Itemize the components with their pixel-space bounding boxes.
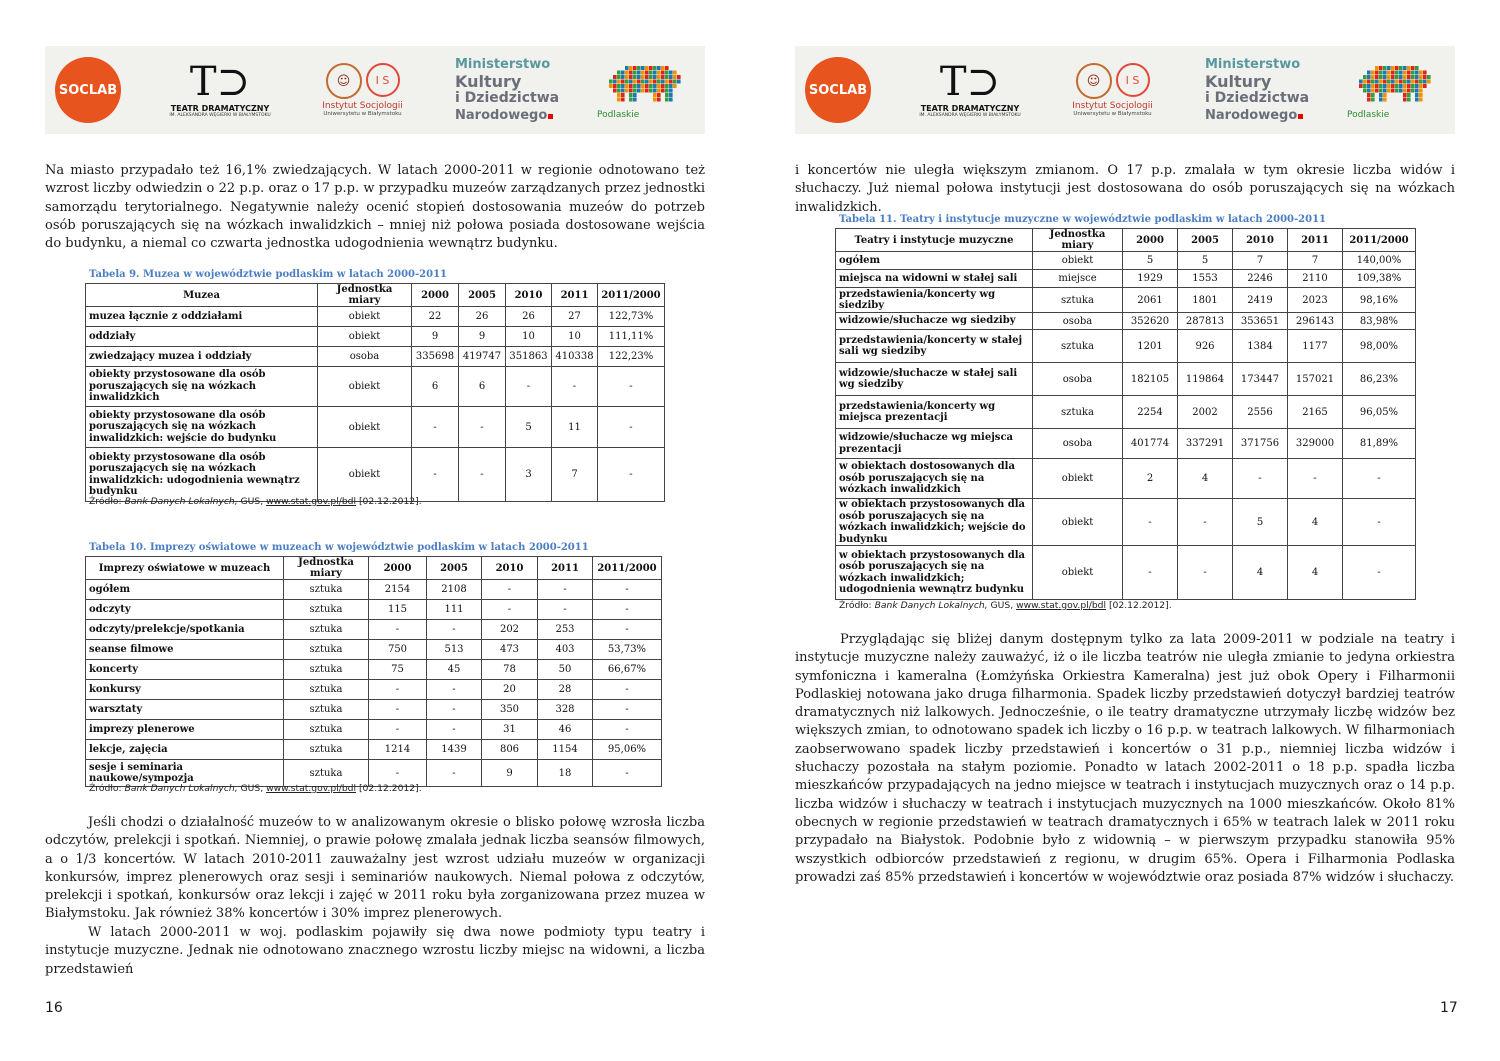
table-cell: 75 xyxy=(369,660,427,680)
teatr-dramatyczny-logo: T⊃ TEATR DRAMATYCZNY IM. ALEKSANDRA WĘGIERKI W BIAŁYMSTOKU xyxy=(919,59,1021,118)
table-row xyxy=(86,740,662,760)
table-cell: 3 xyxy=(506,448,552,502)
table-cell: 2108 xyxy=(427,580,482,600)
table-cell: sztuka xyxy=(1033,288,1123,313)
table-cell: - xyxy=(1288,459,1343,499)
table-cell: 2023 xyxy=(1288,288,1343,313)
table-row xyxy=(86,307,665,327)
table-cell: osoba xyxy=(1033,363,1123,396)
row-label: miejsca na widowni w stałej sali xyxy=(836,270,1033,288)
table-cell: 9 xyxy=(459,327,506,347)
table-cell: - xyxy=(459,407,506,448)
table-cell: 66,67% xyxy=(593,660,662,680)
table-cell: 2 xyxy=(1123,459,1178,499)
table-cell: 4 xyxy=(1178,459,1233,499)
table-cell: 410338 xyxy=(552,347,598,367)
table-cell: - xyxy=(598,407,665,448)
table-cell: 750 xyxy=(369,640,427,660)
teatr-mark-icon: T⊃ xyxy=(939,59,1001,105)
table-cell: 202 xyxy=(482,620,538,640)
table-cell: 9 xyxy=(412,327,459,347)
table-cell: 335698 xyxy=(412,347,459,367)
table-cell: 2254 xyxy=(1123,396,1178,429)
table-cell: - xyxy=(369,760,427,787)
table-cell: - xyxy=(538,600,593,620)
table-row xyxy=(86,407,665,448)
table-cell: - xyxy=(598,367,665,407)
table-cell: 1177 xyxy=(1288,330,1343,363)
table-cell: 296143 xyxy=(1288,313,1343,330)
table-cell: 119864 xyxy=(1178,363,1233,396)
table-cell: 81,89% xyxy=(1343,429,1416,459)
table-cell: - xyxy=(412,448,459,502)
table-cell: 1439 xyxy=(427,740,482,760)
table-cell: obiekt xyxy=(1033,546,1123,600)
row-label: przedstawienia/koncerty w stałej sali wg siedziby xyxy=(836,330,1033,363)
row-label: muzea łącznie z oddziałami xyxy=(86,307,318,327)
table-row xyxy=(86,347,665,367)
table-cell: 329000 xyxy=(1288,429,1343,459)
column-header: Imprezy oświatowe w muzeach xyxy=(86,557,284,580)
table-cell: 28 xyxy=(538,680,593,700)
table-cell: obiekt xyxy=(318,407,412,448)
column-header: 2011 xyxy=(1288,229,1343,252)
table-cell: sztuka xyxy=(284,600,369,620)
right-page xyxy=(750,0,1500,1061)
table-cell: 26 xyxy=(459,307,506,327)
table-cell: osoba xyxy=(1033,313,1123,330)
table-cell: 98,00% xyxy=(1343,330,1416,363)
table-cell: 53,73% xyxy=(593,640,662,660)
table-row xyxy=(86,640,662,660)
table-cell: 351863 xyxy=(506,347,552,367)
row-label: obiekty przystosowane dla osób poruszających się na wózkach inwalidzkich xyxy=(86,367,318,407)
table-cell: 352620 xyxy=(1123,313,1178,330)
people-icon: ☺ xyxy=(1076,63,1112,99)
column-header: Jednostka miary xyxy=(318,284,412,307)
column-header: 2010 xyxy=(482,557,538,580)
table-cell: sztuka xyxy=(1033,330,1123,363)
table10-source: Źródło: Bank Danych Lokalnych, GUS, www.stat.gov.pl/bdl [02.12.2012]. xyxy=(89,783,422,794)
table-cell: 7 xyxy=(1288,252,1343,270)
row-label: w obiektach przystosowanych dla osób poruszających się na wózkach inwalidzkich; udogodnienia wewnątrz budynku xyxy=(836,546,1033,600)
table-cell: 926 xyxy=(1178,330,1233,363)
logo-bar xyxy=(45,46,705,134)
table-row xyxy=(86,620,662,640)
paragraph-intro: Na miasto przypadało też 16,1% zwiedzających. W latach 2000-2011 w regionie odnotowano też wzrost liczby odwiedzin o 22 p.p. oraz o 17 p.p. w przypadku muzeów zarządzanych przez jednostki samorządu terytorialnego. Negatywnie należy ocenić stopień dostosowania muzeów do potrzeb osób poruszających się na wózkach inwalidzkich – mniej niż połowa posiada dostosowane wejścia do budynku, a niemal co czwarta jednostka udogodnienia wewnątrz budynku. xyxy=(45,163,705,252)
table-row xyxy=(836,499,1416,546)
table-cell: - xyxy=(369,620,427,640)
table-cell: - xyxy=(593,580,662,600)
ministerstwo-logo: Ministerstwo Kultury i Dziedzictwa Narodowego xyxy=(1205,57,1310,123)
table-cell: osoba xyxy=(318,347,412,367)
table-row xyxy=(836,363,1416,396)
table-cell: 22 xyxy=(412,307,459,327)
instytut-socjologii-logo: ☺ I S Instytut Socjologii Uniwersytetu w Białymstoku xyxy=(1065,46,1160,134)
table-cell: - xyxy=(1233,459,1288,499)
table-cell: 403 xyxy=(538,640,593,660)
table9-caption: Tabela 9. Muzea w województwie podlaskim w latach 2000-2011 xyxy=(89,269,447,280)
table-cell: obiekt xyxy=(318,367,412,407)
table-cell: 287813 xyxy=(1178,313,1233,330)
table-cell: 7 xyxy=(1233,252,1288,270)
table-cell: 2165 xyxy=(1288,396,1343,429)
table-cell: - xyxy=(1343,459,1416,499)
table-cell: - xyxy=(1343,499,1416,546)
row-label: obiekty przystosowane dla osób poruszających się na wózkach inwalidzkich: udogodnienia wewnątrz budynku xyxy=(86,448,318,502)
row-label: seanse filmowe xyxy=(86,640,284,660)
row-label: ogółem xyxy=(836,252,1033,270)
table-cell: 122,73% xyxy=(598,307,665,327)
table-cell: sztuka xyxy=(284,580,369,600)
table-row xyxy=(836,270,1416,288)
table-cell: 46 xyxy=(538,720,593,740)
table-row xyxy=(836,429,1416,459)
table-cell: 2419 xyxy=(1233,288,1288,313)
row-label: koncerty xyxy=(86,660,284,680)
table-cell: - xyxy=(482,600,538,620)
table-cell: 1929 xyxy=(1123,270,1178,288)
table-imprezy xyxy=(85,556,662,787)
page-number: 17 xyxy=(1440,1000,1458,1016)
table-cell: - xyxy=(369,680,427,700)
ministerstwo-logo: Ministerstwo Kultury i Dziedzictwa Narodowego xyxy=(455,57,560,123)
table-cell: 26 xyxy=(506,307,552,327)
table-cell: 4 xyxy=(1288,546,1343,600)
page-number: 16 xyxy=(45,1000,63,1016)
table-row xyxy=(836,330,1416,363)
row-label: widzowie/słuchacze w stałej sali wg siedziby xyxy=(836,363,1033,396)
bison-icon xyxy=(1355,60,1435,110)
table-cell: 419747 xyxy=(459,347,506,367)
table-cell: 5 xyxy=(1123,252,1178,270)
table-cell: sztuka xyxy=(284,640,369,660)
row-label: lekcje, zajęcia xyxy=(86,740,284,760)
table-cell: - xyxy=(593,700,662,720)
row-label: w obiektach przystosowanych dla osób poruszających się na wózkach inwalidzkich; wejście do budynku xyxy=(836,499,1033,546)
table-cell: 2154 xyxy=(369,580,427,600)
row-label: zwiedzający muzea i oddziały xyxy=(86,347,318,367)
table-cell: sztuka xyxy=(284,740,369,760)
table-row xyxy=(86,660,662,680)
table-cell: 83,98% xyxy=(1343,313,1416,330)
table-cell: - xyxy=(412,407,459,448)
table-cell: 140,00% xyxy=(1343,252,1416,270)
column-header: 2011/2000 xyxy=(593,557,662,580)
table-cell: 96,05% xyxy=(1343,396,1416,429)
table-cell: 10 xyxy=(506,327,552,347)
table-cell: - xyxy=(552,367,598,407)
table-cell: 1154 xyxy=(538,740,593,760)
soclab-logo: SOCLAB xyxy=(803,46,873,134)
row-label: odczyty xyxy=(86,600,284,620)
table10-caption: Tabela 10. Imprezy oświatowe w muzeach w województwie podlaskim w latach 2000-2011 xyxy=(89,542,589,553)
paragraph-continued: i koncertów nie uległa większym zmianom. O 17 p.p. zmalała w tym okresie liczba widów i słuchaczy. Już niemal połowa instytucji jest dostosowana do osób poruszających się na wózkach inwalidzkich. xyxy=(795,163,1455,215)
table-row xyxy=(836,546,1416,600)
table-teatry xyxy=(835,228,1416,600)
instytut-socjologii-logo: ☺ I S Instytut Socjologii Uniwersytetu w Białymstoku xyxy=(315,46,410,134)
logo-bar xyxy=(795,46,1455,134)
teatr-dramatyczny-logo: T⊃ TEATR DRAMATYCZNY IM. ALEKSANDRA WĘGIERKI W BIAŁYMSTOKU xyxy=(169,59,271,118)
column-header: 2011 xyxy=(538,557,593,580)
table-cell: - xyxy=(593,600,662,620)
row-label: odczyty/prelekcje/spotkania xyxy=(86,620,284,640)
table-cell: - xyxy=(593,720,662,740)
table-cell: 6 xyxy=(459,367,506,407)
row-label: przedstawienia/koncerty wg miejsca prezentacji xyxy=(836,396,1033,429)
people-icon: ☺ xyxy=(326,63,362,99)
table-cell: 473 xyxy=(482,640,538,660)
table-cell: 350 xyxy=(482,700,538,720)
table-cell: 86,23% xyxy=(1343,363,1416,396)
row-label: warsztaty xyxy=(86,700,284,720)
table-cell: obiekt xyxy=(1033,499,1123,546)
table-row xyxy=(836,459,1416,499)
table-row xyxy=(836,288,1416,313)
table-cell: 18 xyxy=(538,760,593,787)
table-row xyxy=(86,327,665,347)
table-cell: 353651 xyxy=(1233,313,1288,330)
table-cell: 50 xyxy=(538,660,593,680)
row-label: w obiektach dostosowanych dla osób poruszających się na wózkach inwalidzkich xyxy=(836,459,1033,499)
table-cell: 513 xyxy=(427,640,482,660)
column-header: 2000 xyxy=(1123,229,1178,252)
row-label: imprezy plenerowe xyxy=(86,720,284,740)
column-header: 2011/2000 xyxy=(598,284,665,307)
table-cell: 2061 xyxy=(1123,288,1178,313)
table-cell: sztuka xyxy=(284,720,369,740)
table-cell: - xyxy=(482,580,538,600)
table-cell: - xyxy=(427,700,482,720)
table-cell: - xyxy=(1178,546,1233,600)
table-cell: obiekt xyxy=(1033,459,1123,499)
row-label: oddziały xyxy=(86,327,318,347)
table-cell: 4 xyxy=(1233,546,1288,600)
table-row xyxy=(86,580,662,600)
table-row xyxy=(836,252,1416,270)
table-cell: 5 xyxy=(1233,499,1288,546)
table-cell: - xyxy=(427,760,482,787)
table-row xyxy=(836,396,1416,429)
table-muzea xyxy=(85,283,665,502)
table-row xyxy=(86,700,662,720)
table-cell: 9 xyxy=(482,760,538,787)
table-cell: 111,11% xyxy=(598,327,665,347)
table-cell: - xyxy=(1343,546,1416,600)
table-cell: sztuka xyxy=(284,620,369,640)
column-header: 2005 xyxy=(427,557,482,580)
table-cell: miejsce xyxy=(1033,270,1123,288)
table-cell: sztuka xyxy=(284,700,369,720)
table-cell: - xyxy=(506,367,552,407)
column-header: 2010 xyxy=(506,284,552,307)
table-cell: - xyxy=(598,448,665,502)
bison-icon xyxy=(605,60,685,110)
table-cell: 2110 xyxy=(1288,270,1343,288)
table-cell: 5 xyxy=(506,407,552,448)
table-cell: - xyxy=(593,680,662,700)
column-header: Teatry i instytucje muzyczne xyxy=(836,229,1033,252)
table-cell: - xyxy=(369,720,427,740)
table-cell: 4 xyxy=(1288,499,1343,546)
table-cell: 1214 xyxy=(369,740,427,760)
table-cell: - xyxy=(1123,499,1178,546)
table-cell: 95,06% xyxy=(593,740,662,760)
table-cell: 1801 xyxy=(1178,288,1233,313)
table-cell: 27 xyxy=(552,307,598,327)
table-cell: sztuka xyxy=(1033,396,1123,429)
table-row xyxy=(836,313,1416,330)
table-cell: obiekt xyxy=(318,327,412,347)
table-cell: 1384 xyxy=(1233,330,1288,363)
podlaskie-logo: Podlaskie xyxy=(1345,46,1445,134)
table-cell: sztuka xyxy=(284,760,369,787)
table-row xyxy=(86,680,662,700)
column-header: 2000 xyxy=(369,557,427,580)
teatr-mark-icon: T⊃ xyxy=(189,59,251,105)
row-label: widzowie/słuchacze wg siedziby xyxy=(836,313,1033,330)
table9-source: Źródło: Bank Danych Lokalnych, GUS, www.stat.gov.pl/bdl [02.12.2012]. xyxy=(89,496,422,507)
table-cell: 328 xyxy=(538,700,593,720)
table-cell: 2002 xyxy=(1178,396,1233,429)
paragraph-muzea-activity: Jeśli chodzi o działalność muzeów to w analizowanym okresie o blisko połowę wzrosła liczba odczytów, prelekcji i spotkań. Niemniej, o prawie połowę zmalała jednak liczba seansów filmowych, a o 1/3 koncertów. W latach 2010-2011 zauważalny jest wzrost udziału muzeów w organizacji konkursów, imprez plenerowych oraz sesji i seminariów naukowych. Niemal połowa z odczytów, prelekcji i spotkań, konkursów oraz lekcji i zajęć w 2011 roku była zorganizowana przez muzea w Białymstoku. Jak również 38% koncertów i 30% imprez plenerowych. xyxy=(45,815,705,922)
table-cell: - xyxy=(593,620,662,640)
column-header: Muzea xyxy=(86,284,318,307)
table-cell: - xyxy=(427,620,482,640)
table-cell: 253 xyxy=(538,620,593,640)
table-cell: - xyxy=(1178,499,1233,546)
table-cell: 111 xyxy=(427,600,482,620)
row-label: przedstawienia/koncerty wg siedziby xyxy=(836,288,1033,313)
table11-caption: Tabela 11. Teatry i instytucje muzyczne w województwie podlaskim w latach 2000-2011 xyxy=(839,214,1326,225)
column-header: 2000 xyxy=(412,284,459,307)
table-row xyxy=(86,720,662,740)
table-cell: sztuka xyxy=(284,680,369,700)
table-cell: 337291 xyxy=(1178,429,1233,459)
table-cell: 6 xyxy=(412,367,459,407)
table-cell: 31 xyxy=(482,720,538,740)
table-cell: obiekt xyxy=(318,307,412,327)
table-cell: 173447 xyxy=(1233,363,1288,396)
paragraph-analysis: Przyglądając się bliżej danym dostępnym tylko za lata 2009-2011 w podziale na teatry i instytucje muzyczne należy zauważyć, iż o ile liczba teatrów nie uległa zmianie to jedyna orkiestra symfoniczna i kameralna (Łomżyńska Orkiestra Kameralna) jest już obok Opery i Filharmonii Podlaskiej notowana jako druga filharmonia. Spadek liczby przedstawień dotyczył bardziej teatrów dramatycznych niż lalkowych. Jednocześnie, o ile teatry dramatyczne utrzymały liczbę widzów bez większych zmian, to odnotowano spadek ich liczby o 16 p.p. w teatrach lalkowych. W filharmoniach zaobserwowano spadek liczby przedstawień i koncertów o 31 p.p., niemniej liczba widzów i słuchaczy pozostała na stałym poziomie. Ponadto w latach 2002-2011 o 18 p.p. spadła liczba mieszkańców przypadających na jedno miejsce w teatrach i instytucjach muzycznych oraz o 14 p.p. liczba widzów i słuchaczy w teatrach i instytucjach muzycznych na 1000 mieszkańców. Około 81% obecnych w regionie przedstawień w teatrach dramatycznych i 65% w teatrach lalek w 2011 roku przypadało na Białystok. Podobnie było z widownią – w pierwszym przypadku stanowiła 95% wszystkich odbiorców przedstawień z regionu, w drugim 65%. Opera i Filharmonia Podlaska prowadzi zaś 85% przedstawień i koncertów w województwie oraz posiada 87% widzów i słuchaczy. xyxy=(795,632,1455,885)
table-row xyxy=(86,600,662,620)
table-cell: 20 xyxy=(482,680,538,700)
table-cell: 7 xyxy=(552,448,598,502)
table-cell: obiekt xyxy=(1033,252,1123,270)
table-cell: 98,16% xyxy=(1343,288,1416,313)
table-cell: - xyxy=(459,448,506,502)
table-cell: 2246 xyxy=(1233,270,1288,288)
table-row xyxy=(86,367,665,407)
table-cell: - xyxy=(538,580,593,600)
soclab-logo: SOCLAB xyxy=(53,46,123,134)
table-cell: 115 xyxy=(369,600,427,620)
column-header: Jednostka miary xyxy=(284,557,369,580)
table-cell: 371756 xyxy=(1233,429,1288,459)
table-cell: obiekt xyxy=(318,448,412,502)
table-cell: - xyxy=(427,720,482,740)
table-cell: 10 xyxy=(552,327,598,347)
table-cell: sztuka xyxy=(284,660,369,680)
table-cell: 157021 xyxy=(1288,363,1343,396)
table-cell: 401774 xyxy=(1123,429,1178,459)
table-cell: 122,23% xyxy=(598,347,665,367)
table-cell: - xyxy=(427,680,482,700)
table-cell: osoba xyxy=(1033,429,1123,459)
row-label: widzowie/słuchacze wg miejsca prezentacji xyxy=(836,429,1033,459)
column-header: 2005 xyxy=(1178,229,1233,252)
podlaskie-logo: Podlaskie xyxy=(595,46,695,134)
table-row xyxy=(86,448,665,502)
table-cell: 806 xyxy=(482,740,538,760)
table-cell: - xyxy=(369,700,427,720)
table-cell: 1201 xyxy=(1123,330,1178,363)
row-label: konkursy xyxy=(86,680,284,700)
table-cell: 78 xyxy=(482,660,538,680)
table-cell: 5 xyxy=(1178,252,1233,270)
column-header: 2011 xyxy=(552,284,598,307)
column-header: 2011/2000 xyxy=(1343,229,1416,252)
table11-source: Źródło: Bank Danych Lokalnych, GUS, www.stat.gov.pl/bdl [02.12.2012]. xyxy=(839,600,1172,611)
table-cell: 1553 xyxy=(1178,270,1233,288)
table-cell: - xyxy=(593,760,662,787)
table-cell: - xyxy=(1123,546,1178,600)
column-header: Jednostka miary xyxy=(1033,229,1123,252)
column-header: 2010 xyxy=(1233,229,1288,252)
column-header: 2005 xyxy=(459,284,506,307)
row-label: obiekty przystosowane dla osób poruszających się na wózkach inwalidzkich: wejście do budynku xyxy=(86,407,318,448)
table-cell: 11 xyxy=(552,407,598,448)
table-cell: 45 xyxy=(427,660,482,680)
table-cell: 2556 xyxy=(1233,396,1288,429)
row-label: ogółem xyxy=(86,580,284,600)
row-label: sesje i seminaria naukowe/sympozja xyxy=(86,760,284,787)
table-cell: 109,38% xyxy=(1343,270,1416,288)
paragraph-teatry-intro: W latach 2000-2011 w woj. podlaskim pojawiły się dwa nowe podmioty typu teatry i instytucje muzyczne. Jednak nie odnotowano znacznego wzrostu liczby miejsc na widowni, a liczba przedstawień xyxy=(45,925,705,977)
table-cell: 182105 xyxy=(1123,363,1178,396)
